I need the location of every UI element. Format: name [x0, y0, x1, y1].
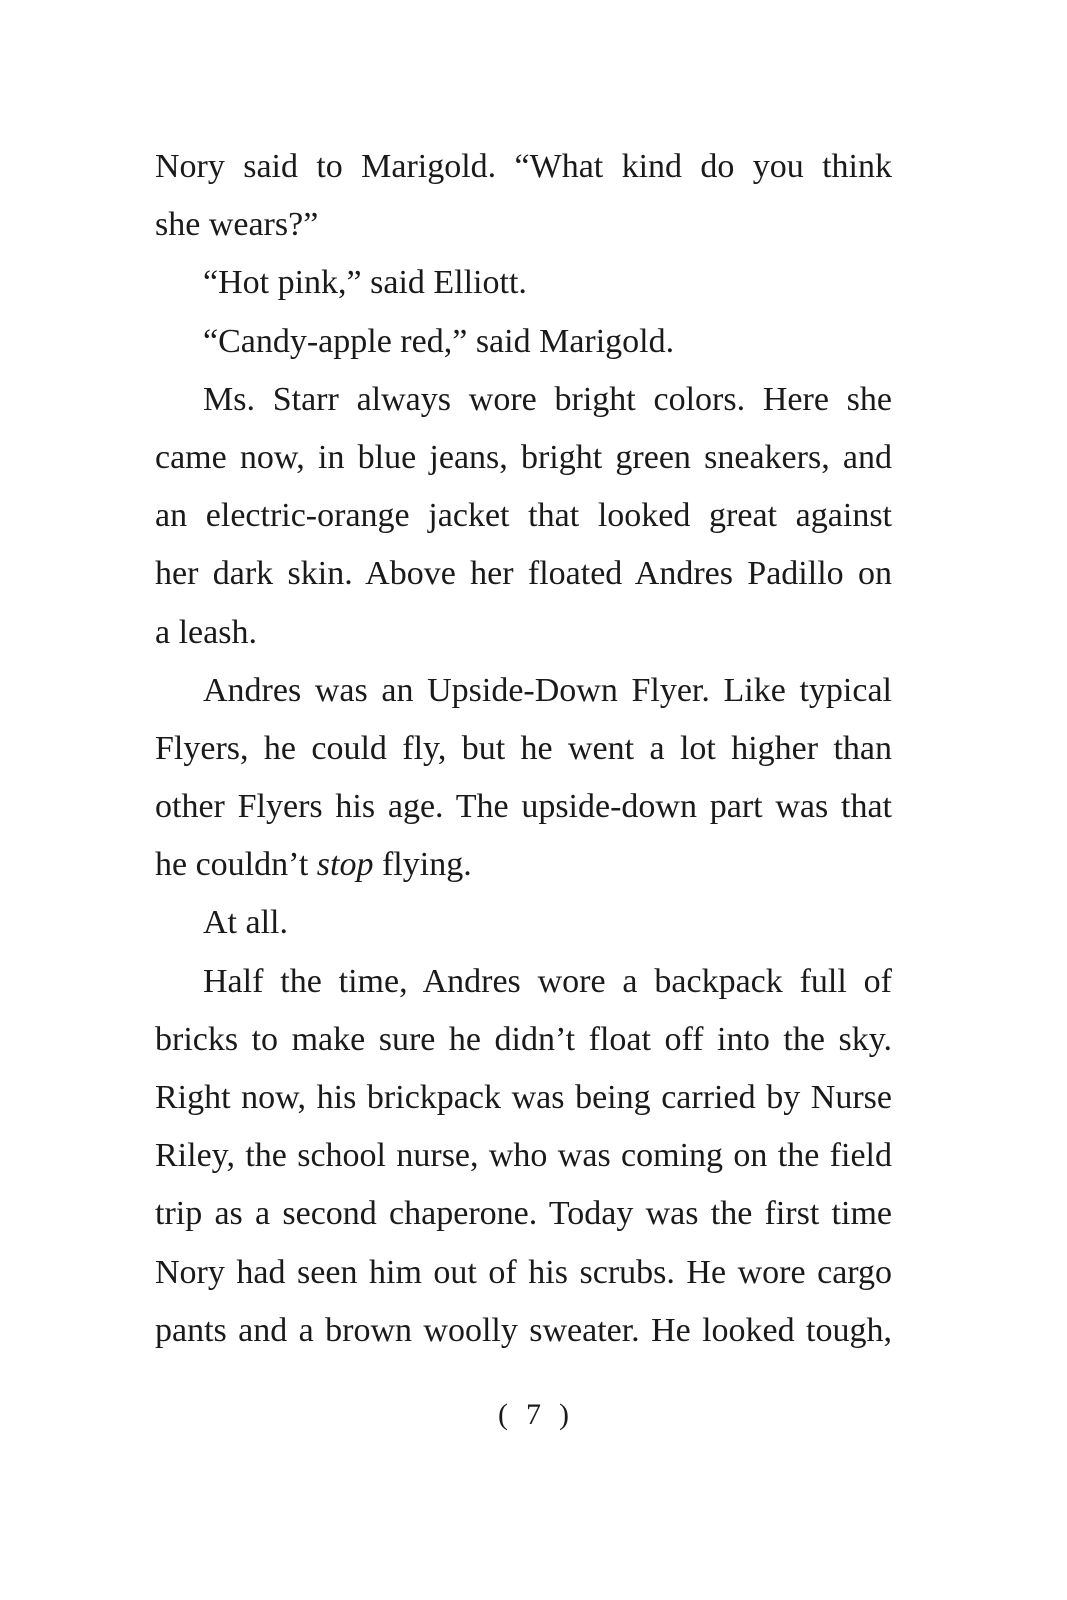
text-line: she wears?”	[155, 206, 319, 244]
text-line: Nory said to Marigold. “What kind do you think	[155, 148, 892, 185]
text-line: her dark skin. Above her floated Andres Padillo on	[155, 555, 892, 593]
text-line: other Flyers his age. The upside-down part was that	[155, 788, 892, 826]
text-line: trip as a second chaperone. Today was the first time	[155, 1195, 892, 1233]
text-line: an electric-orange jacket that looked great against	[155, 497, 892, 535]
text-line: Nory had seen him out of his scrubs. He wore cargo	[155, 1253, 892, 1291]
body-text	[155, 138, 892, 1360]
text-line: pants and a brown woolly sweater. He looked tough,	[155, 1311, 892, 1349]
page-number-close-paren: )	[559, 1398, 569, 1431]
text-line: Ms. Starr always wore bright colors. Here she	[203, 380, 892, 418]
text-line: Riley, the school nurse, who was coming on the field	[155, 1137, 892, 1175]
page-number-value: 7	[526, 1398, 541, 1431]
text-line: Right now, his brickpack was being carried by Nurse	[155, 1079, 892, 1116]
text-line: a leash.	[155, 613, 257, 651]
page-number-open-paren: (	[498, 1398, 508, 1431]
text-line: At all.	[203, 904, 288, 942]
text-line: Flyers, he could fly, but he went a lot higher than	[155, 729, 892, 767]
text-line: “Candy-apple red,” said Marigold.	[203, 322, 675, 360]
text-line: Half the time, Andres wore a backpack full of	[203, 962, 892, 1000]
italic-word: stop	[316, 846, 374, 884]
text-line: bricks to make sure he didn’t float off into the sky.	[155, 1020, 892, 1058]
text-segment: he couldn’t	[155, 846, 317, 884]
page-number	[0, 1398, 1067, 1432]
text-line: Andres was an Upside-Down Flyer. Like typical	[203, 671, 892, 709]
text-segment: flying.	[373, 846, 472, 884]
text-line: “Hot pink,” said Elliott.	[203, 264, 527, 302]
text-line-italic-emphasis	[155, 836, 892, 894]
text-line: came now, in blue jeans, bright green sneakers, and	[155, 438, 892, 476]
